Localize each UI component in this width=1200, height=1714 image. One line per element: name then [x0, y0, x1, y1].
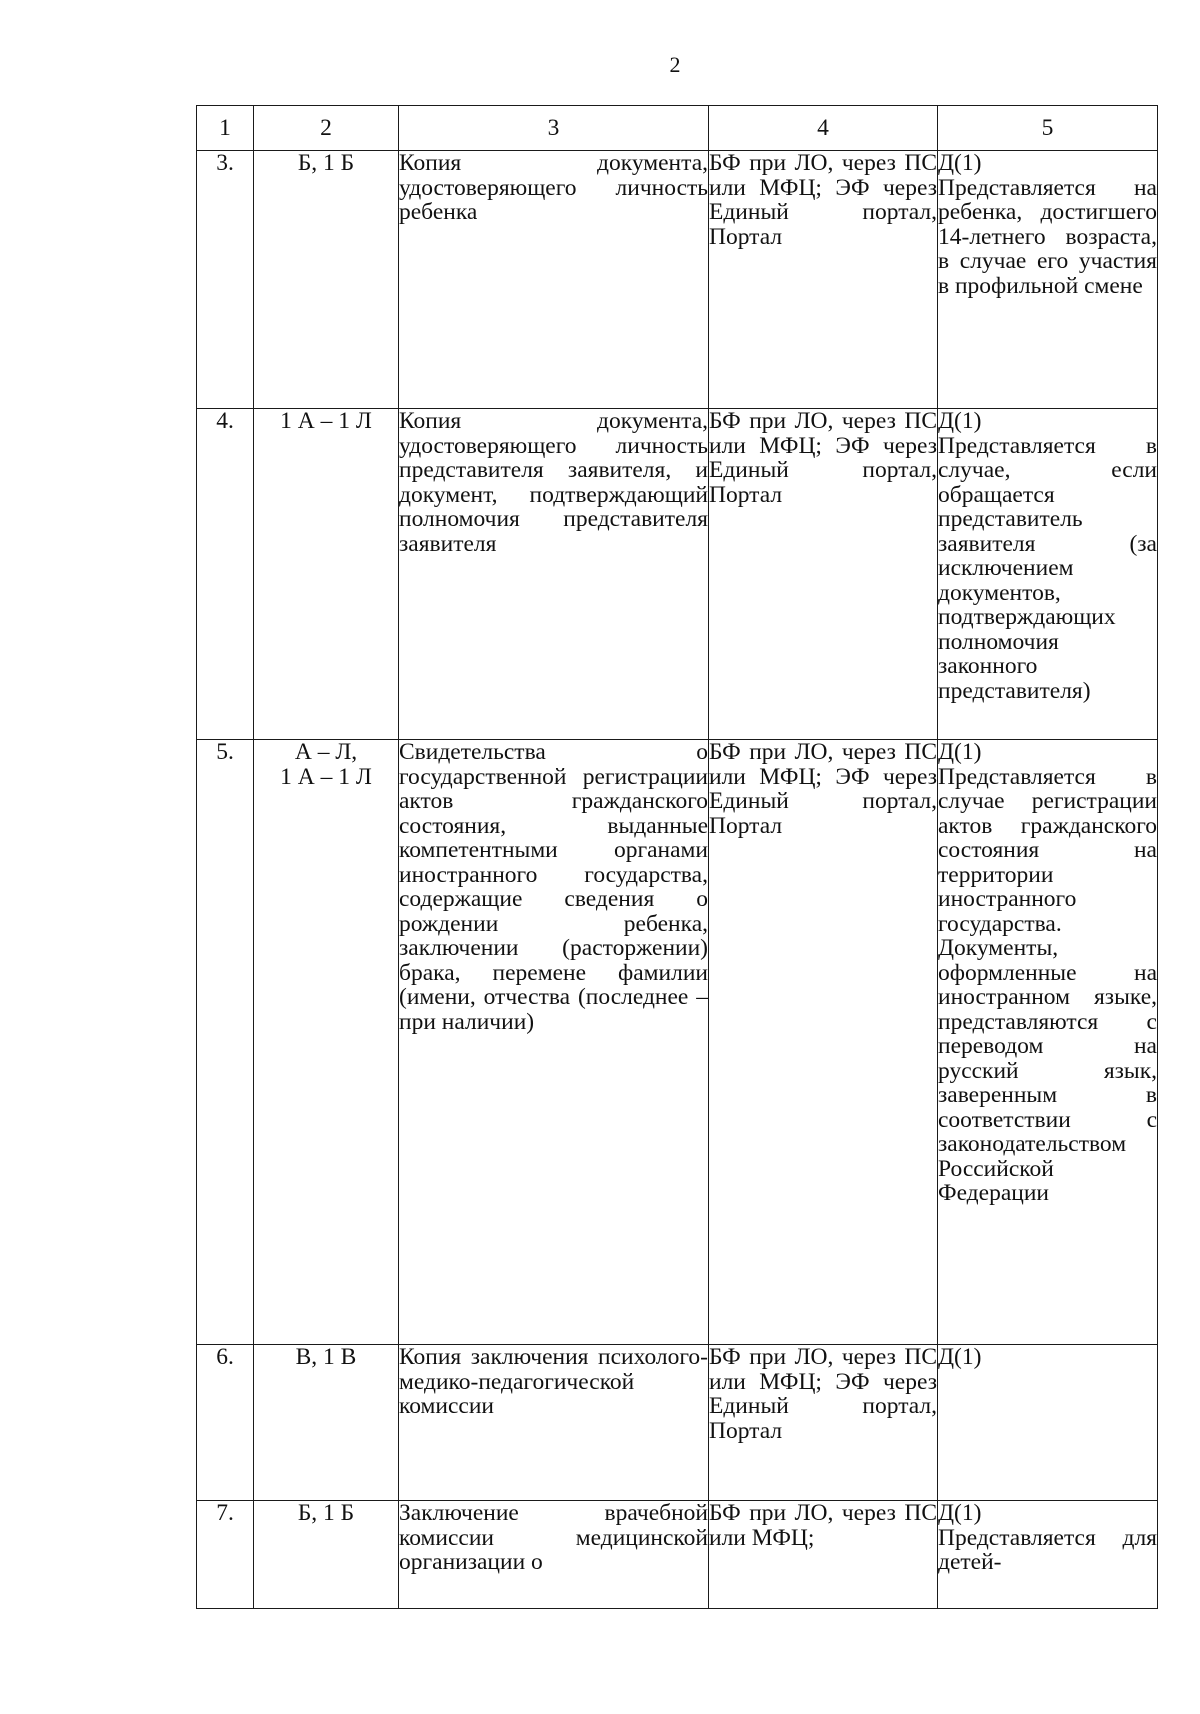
note-cell: [938, 1345, 1158, 1501]
header-col-5: 5: [938, 106, 1158, 151]
applicant-category: [254, 740, 399, 1345]
header-col-4: 4: [709, 106, 938, 151]
note-cell: [938, 409, 1158, 740]
note-cell: [938, 1501, 1158, 1609]
submission-method: БФ при ЛО, через ПС или МФЦ; ЭФ через Единый портал, Портал: [709, 151, 938, 409]
applicant-category: [254, 151, 399, 409]
note-text: Представляется в случае, если обращается представитель заявителя (за исключением документов, подтверждающих полномочия законного представителя): [938, 432, 1157, 704]
category-line: 1 А – 1 Л: [280, 408, 372, 434]
submission-method: БФ при ЛО, через ПС или МФЦ;: [709, 1501, 938, 1609]
note-code: Д(1): [938, 1500, 982, 1526]
note-text: Представляется для детей-: [938, 1524, 1157, 1575]
note-code: Д(1): [938, 1344, 982, 1370]
table-row: [197, 1501, 1158, 1609]
note-code: Д(1): [938, 739, 982, 765]
document-name: Копия документа, удостоверяющего личность ребенка: [399, 151, 709, 409]
page-number: 2: [669, 52, 681, 77]
submission-method: БФ при ЛО, через ПС или МФЦ; ЭФ через Единый портал, Портал: [709, 409, 938, 740]
category-line: В, 1 В: [295, 1344, 357, 1370]
note-cell: [938, 740, 1158, 1345]
category-line: А – Л,: [294, 739, 358, 765]
table-row: [197, 740, 1158, 1345]
header-col-2: 2: [254, 106, 399, 151]
row-number: 5.: [197, 740, 254, 1345]
document-name: Заключение врачебной комиссии медицинской организации о: [399, 1501, 709, 1609]
table-row: [197, 151, 1158, 409]
applicant-category: [254, 1501, 399, 1609]
documents-table: [196, 105, 1158, 1609]
row-number: 3.: [197, 151, 254, 409]
note-cell: [938, 151, 1158, 409]
applicant-category: [254, 409, 399, 740]
submission-method: БФ при ЛО, через ПС или МФЦ; ЭФ через Единый портал, Портал: [709, 740, 938, 1345]
row-number: 6.: [197, 1345, 254, 1501]
category-line: 1 А – 1 Л: [280, 763, 372, 790]
header-col-3: 3: [399, 106, 709, 151]
note-code: Д(1): [938, 408, 982, 434]
document-name: Копия заключения психолого-медико-педагогической комиссии: [399, 1345, 709, 1501]
applicant-category: [254, 1345, 399, 1501]
note-text: Представляется на ребенка, достигшего 14-летнего возраста, в случае его участия в профильной смене: [938, 174, 1157, 299]
document-name: Копия документа, удостоверяющего личность представителя заявителя, и документ, подтверждающий полномочия представителя заявителя: [399, 409, 709, 740]
table-row: [197, 409, 1158, 740]
header-col-1: 1: [197, 106, 254, 151]
document-name: Свидетельства о государственной регистрации актов гражданского состояния, выданные компетентными органами иностранного государства, содержащие сведения о рождении ребенка, заключении (расторжении) брака, перемене фамилии (имени, отчества (последнее – при наличии): [399, 740, 709, 1345]
row-number: 4.: [197, 409, 254, 740]
note-code: Д(1): [938, 150, 982, 176]
table-row: [197, 1345, 1158, 1501]
category-line: Б, 1 Б: [297, 1500, 355, 1526]
table-header-row: [197, 106, 1158, 151]
row-number: 7.: [197, 1501, 254, 1609]
note-text: Представляется в случае регистрации актов гражданского состояния на территории иностранного государства. Документы, оформленные на иностранном языке, представляются с переводом на русский язык, заверенным в соответствии с законодательством Российской Федерации: [938, 763, 1157, 1206]
submission-method: БФ при ЛО, через ПС или МФЦ; ЭФ через Единый портал, Портал: [709, 1345, 938, 1501]
category-line: Б, 1 Б: [297, 150, 355, 176]
